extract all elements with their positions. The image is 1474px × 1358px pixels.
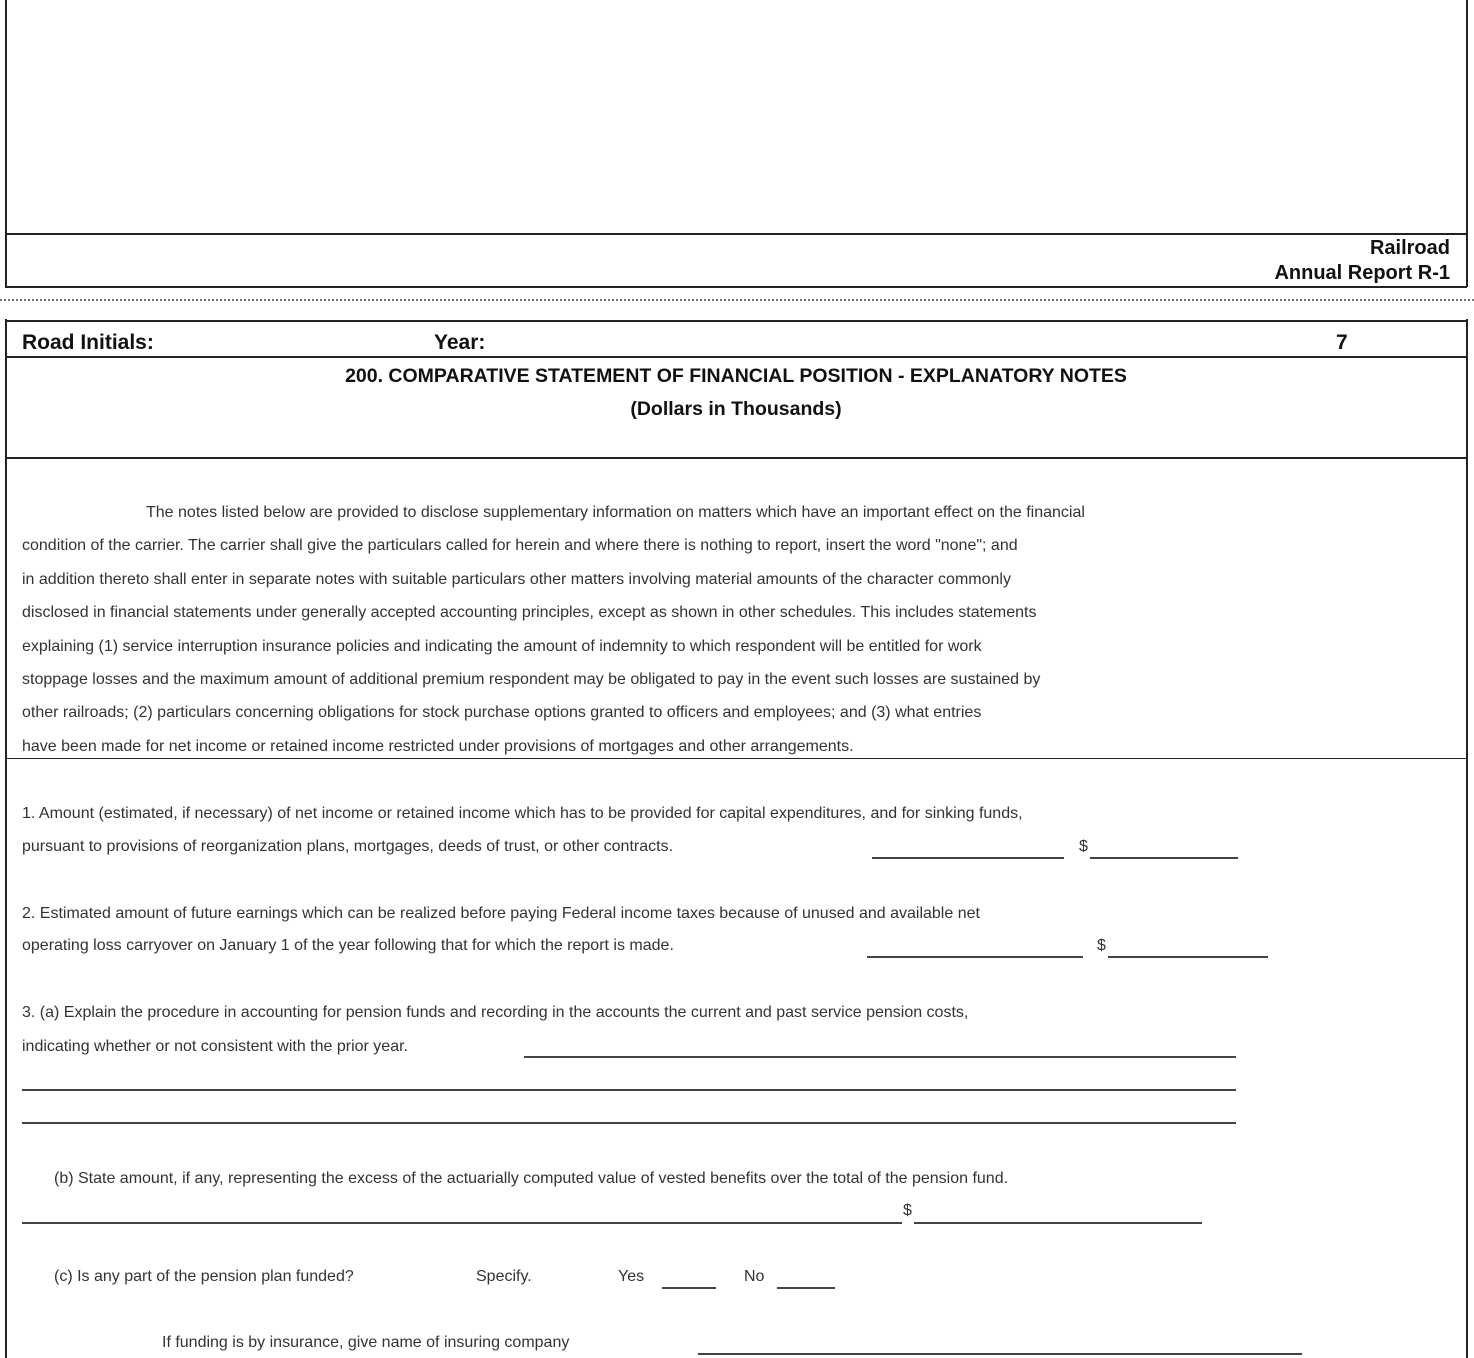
q3b-amount-field[interactable] (914, 1222, 1202, 1224)
q3c-no-field[interactable] (777, 1287, 835, 1289)
annual-report-label: Annual Report R-1 (1274, 262, 1450, 284)
q3a-answer-line-3[interactable] (22, 1122, 1236, 1124)
q2-dollar-sign: $ (1097, 937, 1106, 954)
top-frame-divider (5, 233, 1467, 235)
question-2-line-2: operating loss carryover on January 1 of the year following that for which the report is made. (22, 937, 674, 954)
question-1-line-2: pursuant to provisions of reorganization plans, mortgages, deeds of trust, or other contracts. (22, 838, 674, 855)
year-label: Year: (434, 331, 486, 354)
intro-line: other railroads; (2) particulars concerning obligations for stock purchase options granted to officers and employees; and (3) what entries (22, 704, 982, 722)
railroad-label: Railroad (1369, 237, 1450, 259)
intro-line: disclosed in financial statements under generally accepted accounting principles, except as shown in other schedules. This includes statements (22, 604, 1037, 622)
header-row-divider (5, 356, 1467, 358)
page-break-separator (0, 299, 1474, 301)
question-3a-line-2: indicating whether or not consistent with the prior year. (22, 1038, 408, 1055)
question-3b-line-1: (b) State amount, if any, representing the excess of the actuarially computed value of vested benefits over the total of the pension fund. (54, 1170, 1009, 1187)
top-frame-left-border (5, 0, 7, 287)
q3c-yes-label: Yes (618, 1268, 645, 1285)
q1-dollar-sign: $ (1079, 838, 1088, 855)
intro-line: stoppage losses and the maximum amount of additional premium respondent may be obligated to pay in the event such losses are sustained by (22, 671, 1041, 689)
q3c-yes-field[interactable] (662, 1287, 716, 1289)
intro-line: have been made for net income or retained income restricted under provisions of mortgages and other arrangements. (22, 737, 854, 755)
page-title: 200. COMPARATIVE STATEMENT OF FINANCIAL POSITION - EXPLANATORY NOTES (345, 365, 1127, 387)
top-frame-right-border (1466, 0, 1468, 287)
page-subtitle: (Dollars in Thousands) (630, 398, 842, 420)
q3c-no-label: No (744, 1268, 765, 1285)
question-3a-line-1: 3. (a) Explain the procedure in accounting for pension funds and recording in the accounts the current and past service pension costs, (22, 1004, 969, 1021)
q1-amount-field[interactable] (1090, 857, 1238, 859)
intro-line: condition of the carrier. The carrier shall give the particulars called for herein and where there is nothing to report, insert the word "none"; and (22, 537, 1018, 555)
question-3c-specify: Specify. (476, 1268, 532, 1285)
q3a-answer-line-2[interactable] (22, 1089, 1236, 1091)
form-top-border (5, 320, 1467, 322)
q3b-dollar-sign: $ (903, 1202, 912, 1219)
form-right-border (1466, 319, 1468, 1358)
intro-line: in addition thereto shall enter in separate notes with suitable particulars other matters involving material amounts of the character commonly (22, 570, 1011, 588)
intro-line: The notes listed below are provided to disclose supplementary information on matters which have an important effect on the financial (146, 504, 1085, 521)
q3a-answer-line-1[interactable] (524, 1056, 1236, 1058)
road-initials-label: Road Initials: (22, 331, 154, 354)
form-left-border (5, 319, 7, 1358)
page-number: 7 (1336, 331, 1348, 354)
q3b-text-field[interactable] (22, 1222, 902, 1224)
q3c-insurance-company-field[interactable] (698, 1353, 1302, 1355)
q1-text-field[interactable] (872, 857, 1064, 859)
q2-text-field[interactable] (867, 956, 1083, 958)
question-1-line-1: 1. Amount (estimated, if necessary) of net income or retained income which has to be provided for capital expenditures, and for sinking funds, (22, 805, 1023, 822)
question-3c-label: (c) Is any part of the pension plan funded? (54, 1268, 354, 1285)
report-footer (1274, 236, 1450, 286)
q2-amount-field[interactable] (1108, 956, 1268, 958)
question-2-line-1: 2. Estimated amount of future earnings which can be realized before paying Federal income taxes because of unused and available net (22, 905, 980, 922)
title-section-divider (5, 457, 1467, 459)
top-frame-bottom-border (5, 286, 1467, 288)
intro-paragraph (22, 496, 1462, 763)
intro-line: explaining (1) service interruption insurance policies and indicating the amount of indemnity to which respondent will be entitled for work (22, 637, 982, 655)
q3c-insurance-label: If funding is by insurance, give name of insuring company (162, 1334, 570, 1351)
